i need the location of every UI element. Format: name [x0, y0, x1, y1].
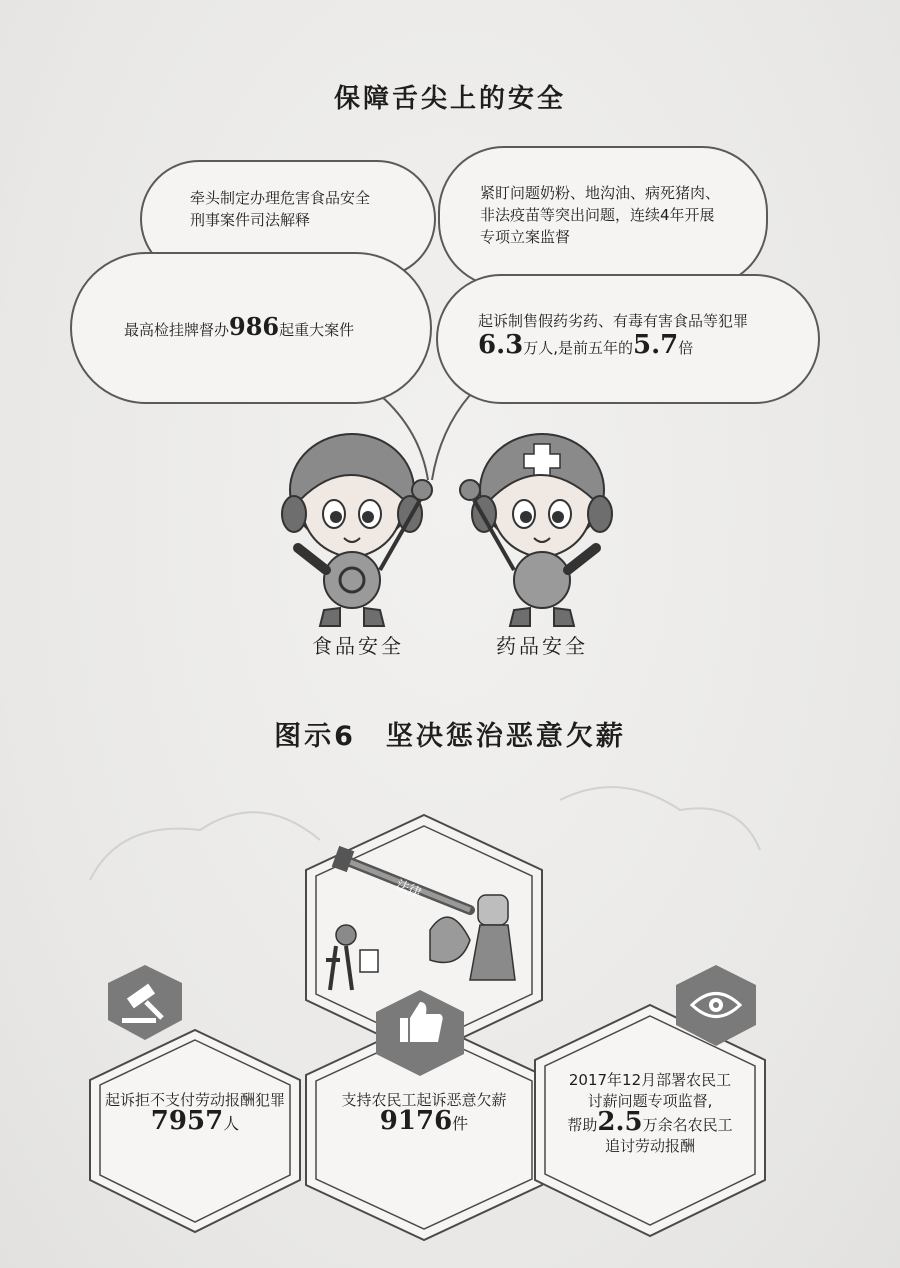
bubble-text-line: 刑事案件司法解释 [190, 211, 311, 229]
prosecuted-count: 6.3 [478, 330, 524, 360]
major-cases-count: 986 [229, 312, 280, 341]
multiple-value: 5.7 [633, 330, 679, 360]
bubble-text-line: 紧盯问题奶粉、地沟油、病死猪肉、 [480, 184, 721, 202]
hex-unit: 人 [223, 1114, 240, 1133]
bubble-text: 起重大案件 [279, 321, 355, 339]
prosecuted-wage-crimes-count: 7957 [150, 1106, 224, 1136]
drug-safety-label: 药品安全 [496, 634, 588, 658]
right-hexagon-content [550, 1070, 750, 1157]
bubble-text-line: 起诉制售假药劣药、有毒有害食品等犯罪 [478, 312, 749, 330]
section-title: 图示6 坚决惩治恶意欠薪 [274, 721, 626, 752]
food-safety-label: 食品安全 [312, 634, 404, 658]
hex-label: 帮助 [567, 1116, 598, 1134]
left-hexagon-content [96, 1090, 294, 1135]
hex-label: 起诉拒不支付劳动报酬犯罪 [104, 1091, 285, 1109]
bubble-text: 倍 [678, 339, 694, 357]
gavel-icon [108, 965, 182, 1040]
hex-label: 追讨劳动报酬 [604, 1137, 695, 1155]
bubble-text-line: 非法疫苗等突出问题，连续4年开展 [480, 206, 715, 224]
middle-hexagon-content [316, 1090, 532, 1135]
bubble-text-line: 牵头制定办理危害食品安全 [190, 189, 371, 207]
hex-label: 支持农民工起诉恶意欠薪 [341, 1091, 507, 1109]
supported-lawsuits-count: 9176 [379, 1106, 453, 1136]
hex-label: 2017年12月部署农民工 [568, 1071, 732, 1089]
page-title: 保障舌尖上的安全 [333, 84, 566, 114]
hex-label: 万余名农民工 [642, 1116, 733, 1134]
sword-label: 法律 [393, 877, 424, 902]
hex-label: 讨薪问题专项监督, [587, 1092, 713, 1110]
bubble-text-line: 专项立案监督 [480, 228, 571, 246]
bubble-text: 最高检挂牌督办 [124, 321, 230, 339]
helped-workers-count: 2.5 [597, 1107, 643, 1137]
hex-unit: 件 [452, 1114, 469, 1133]
bubble-text: 万人,是前五年的 [523, 339, 634, 357]
